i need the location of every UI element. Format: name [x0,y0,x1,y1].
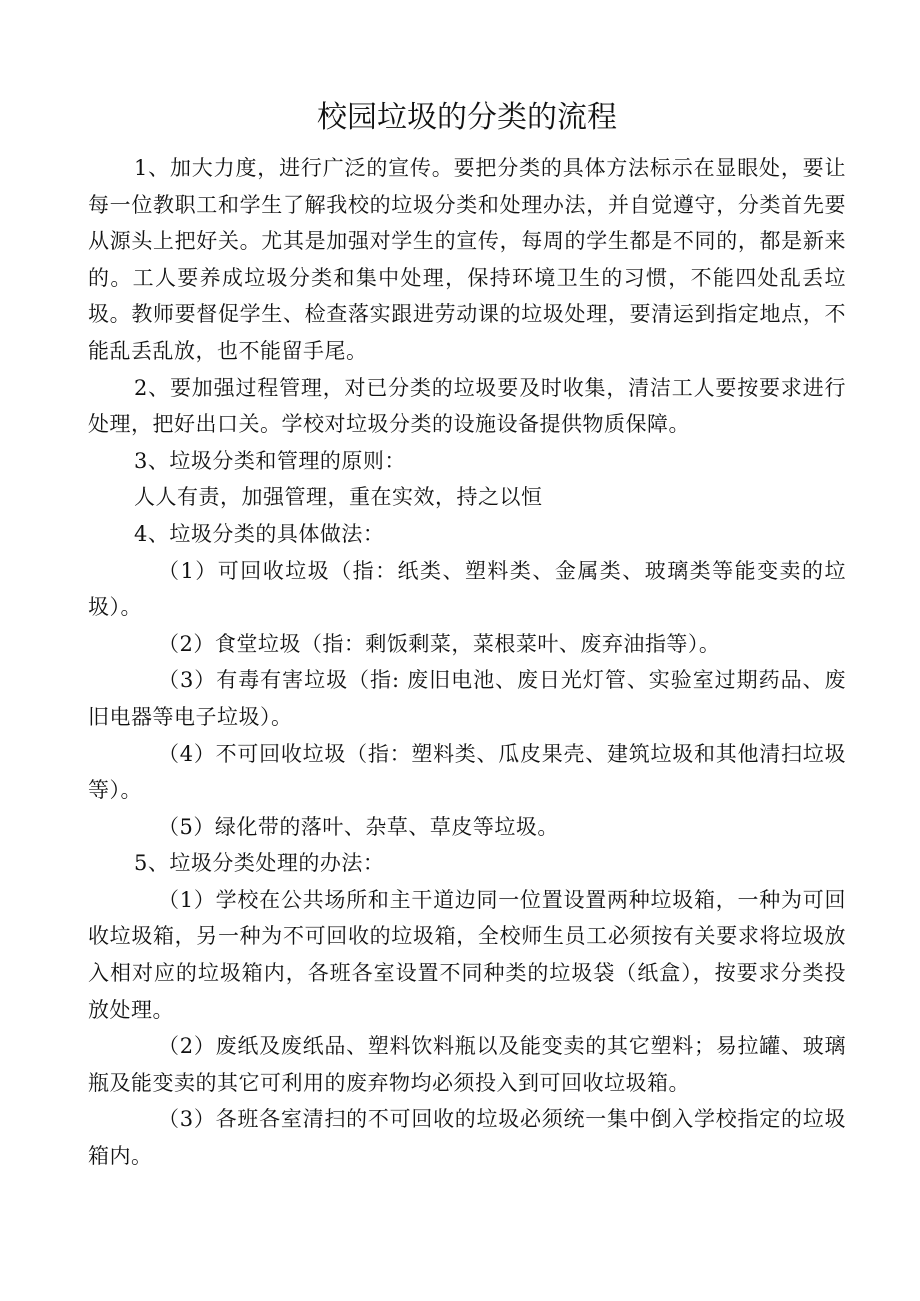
paragraph-4-item-1: （1）可回收垃圾（指：纸类、塑料类、金属类、玻璃类等能变卖的垃圾）。 [88,558,846,620]
paragraph-4-item-5: （5）绿化带的落叶、杂草、草皮等垃圾。 [158,814,559,839]
paragraph-4-item-2: （2）食堂垃圾（指：剩饭剩菜，菜根菜叶、废弃油指等）。 [158,631,721,656]
paragraph-5-item-3: （3）各班各室清扫的不可回收的垃圾必须统一集中倒入学校指定的垃圾箱内。 [88,1107,846,1169]
paragraph-2: 2、要加强过程管理，对已分类的垃圾要及时收集，清洁工人要按要求进行处理，把好出口关。学校对垃圾分类的设施设备提供物质保障。 [88,375,846,437]
paragraph-5-heading: 5、垃圾分类处理的办法： [134,851,385,876]
paragraph-5-item-2: （2）废纸及废纸品、塑料饮料瓶以及能变卖的其它塑料；易拉罐、玻璃瓶及能变卖的其它可利用的废弃物均必须投入到可回收垃圾箱。 [88,1034,846,1095]
document-body [88,150,846,1175]
paragraph-4-item-3: （3）有毒有害垃圾（指: 废旧电池、废日光灯管、实验室过期药品、废旧电器等电子垃圾）。 [88,668,846,729]
paragraph-4-item-4: （4）不可回收垃圾（指：塑料类、瓜皮果壳、建筑垃圾和其他清扫垃圾等）。 [88,741,846,803]
document-page [88,92,846,1175]
document-title: 校园垃圾的分类的流程 [317,100,617,135]
paragraph-1: 1、加大力度，进行广泛的宣传。要把分类的具体方法标示在显眼处，要让每一位教职工和学生了解我校的垃圾分类和处理办法，并自觉遵守，分类首先要从源头上把好关。尤其是加强对学生的宣传，每周的学生都是不同的，都是新来的。工人要养成垃圾分类和集中处理，保持环境卫生的习惯，不能四处乱丢垃圾。教师要督促学生、检查落实跟进劳动课的垃圾处理，要清运到指定地点，不能乱丢乱放，也不能留手尾。 [88,156,846,363]
paragraph-principle: 人人有责，加强管理，重在实效，持之以恒 [134,485,543,510]
paragraph-4-heading: 4、垃圾分类的具体做法： [134,521,385,546]
paragraph-3-heading: 3、垃圾分类和管理的原则： [134,448,406,473]
paragraph-5-item-1: （1）学校在公共场所和主干道边同一位置设置两种垃圾箱，一种为可回收垃圾箱，另一种为不可回收的垃圾箱，全校师生员工必须按有关要求将垃圾放入相对应的垃圾箱内，各班各室设置不同种类的垃圾袋（纸盒），按要求分类投放处理。 [88,887,846,1022]
